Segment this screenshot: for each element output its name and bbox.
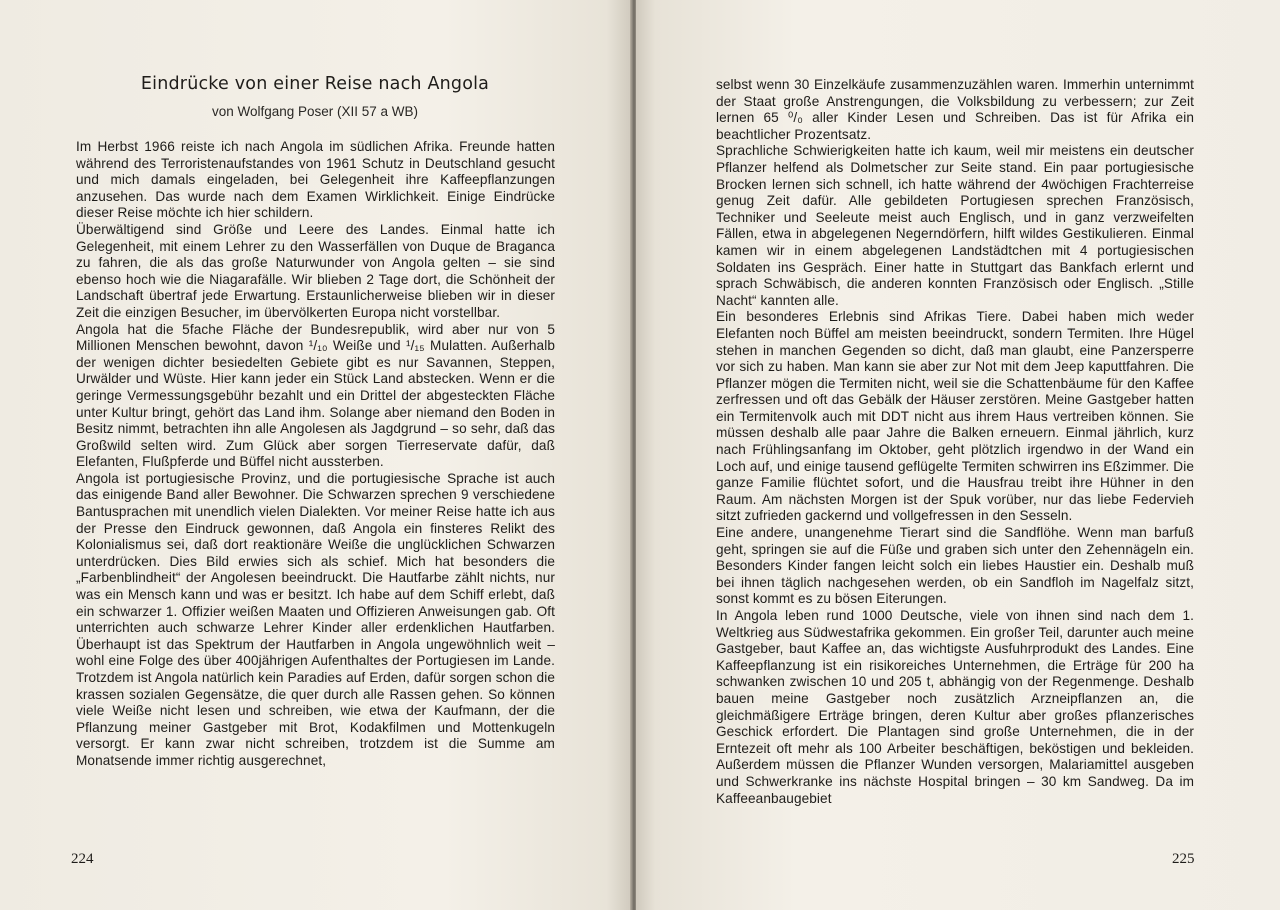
left-text-column bbox=[76, 139, 555, 770]
paragraph: Im Herbst 1966 reiste ich nach Angola im südlichen Afrika. Freunde hatten während des Terroristenaufstandes von 1961 Schutz in Deutschland gesucht und mich damals eingeladen, bei Gelegenheit ihre Kaffeepflanzungen anzusehen. Das wurde nach dem Examen Wirklichkeit. Einige Eindrücke dieser Reise möchte ich hier schildern. bbox=[76, 139, 555, 221]
paragraph: selbst wenn 30 Einzelkäufe zusammenzuzählen waren. Immerhin unternimmt der Staat große Anstrengungen, die Volksbildung zu verbessern; zur Zeit lernen 65 ⁰/₀ aller Kinder Lesen und Schreiben. Das ist für Afrika ein beachtlicher Prozentsatz. bbox=[716, 77, 1194, 142]
paragraph: Angola hat die 5fache Fläche der Bundesrepublik, wird aber nur von 5 Millionen Menschen bewohnt, davon ¹/₁₀ Weiße und ¹/₁₅ Mulatten. Außerhalb der wenigen dichter besiedelten Gebiete gibt es nur Savannen, Steppen, Urwälder und Wüste. Hier kann jeder ein Stück Land abstecken. Wenn er die geringe Vermessungsgebühr bezahlt und ein Drittel der abgesteckten Fläche unter Kultur bringt, gehört das Land ihm. Solange aber niemand den Boden in Besitz nimmt, betrachten ihn alle Angolesen als Jagdgrund – so sehr, daß das Großwild selten wird. Zum Glück aber sorgen Tierreservate dafür, daß Elefanten, Flußpferde und Büffel nicht aussterben. bbox=[76, 321, 555, 470]
article-byline: von Wolfgang Poser (XII 57 a WB) bbox=[211, 104, 419, 119]
right-text-column bbox=[716, 77, 1194, 807]
paragraph: In Angola leben rund 1000 Deutsche, viele von ihnen sind nach dem 1. Weltkrieg aus Südwestafrika gekommen. Ein großer Teil, darunter auch meine Gastgeber, baut Kaffee an, das wichtigste Ausfuhrprodukt des Landes. Eine Kaffeepflanzung ist ein risikoreiches Unternehmen, die Erträge für 200 ha schwanken zwischen 10 und 205 t, abhängig von der Regenmenge. Deshalb bauen meine Gastgeber noch zusätzlich Arzneipflanzen an, die gleichmäßigere Erträge bringen, deren Kultur aber großes pflanzerisches Geschick erfordert. Die Plantagen sind große Unternehmen, die in der Erntezeit oft mehr als 100 Arbeiter beschäftigen, beköstigen und bekleiden. Außerdem müssen die Pflanzer Wunden versorgen, Malariamittel ausgeben und Schwerkranke ins nächste Hospital bringen – 30 km Sandweg. Da im Kaffeeanbaugebiet bbox=[716, 608, 1194, 806]
left-page bbox=[0, 0, 632, 910]
article-title: Eindrücke von einer Reise nach Angola bbox=[140, 74, 490, 94]
paragraph: Eine andere, unangenehme Tierart sind die Sandflöhe. Wenn man barfuß geht, springen sie auf die Füße und graben sich unter den Zehennägeln ein. Besonders Kinder fangen leicht solch ein liebes Haustier ein. Deshalb muß bei ihnen täglich nachgesehen werden, ob ein Sandfloh im Nagelfalz sitzt, sonst kommt es zu bösen Eiterungen. bbox=[716, 525, 1194, 607]
paragraph: Ein besonderes Erlebnis sind Afrikas Tiere. Dabei haben mich weder Elefanten noch Büffel am meisten beeindruckt, sondern Termiten. Ihre Hügel stehen in manchen Gegenden so dicht, daß man glaubt, eine Panzersperre vor sich zu haben. Man kann sie aber zur Not mit dem Jeep kaputtfahren. Die Pflanzer mögen die Termiten nicht, weil sie die Schattenbäume für den Kaffee zerfressen und oft das Gebälk der Häuser zerstören. Meine Gastgeber hatten ein Termitenvolk auch mit DDT nicht aus ihrem Haus vertreiben können. Sie müssen deshalb alle paar Jahre die Balken erneuern. Einmal jährlich, kurz nach Frühlingsanfang im Oktober, geht plötzlich irgendwo in der Wand ein Loch auf, und einige tausend geflügelte Termiten schwirren ins Eßzimmer. Die ganze Familie flüchtet sofort, und die Hausfrau treibt ihre Hühner in den Raum. Am nächsten Morgen ist der Spuk vorüber, nur das liebe Federvieh sitzt zufrieden gackernd und vollgefressen in den Sesseln. bbox=[716, 309, 1194, 524]
paragraph: Überwältigend sind Größe und Leere des Landes. Einmal hatte ich Gelegenheit, mit einem Lehrer zu den Wasserfällen von Duque de Braganca zu fahren, die als das große Naturwunder von Angola gelten – sie sind ebenso hoch wie die Niagarafälle. Wir blieben 2 Tage dort, die Schönheit der Landschaft übertraf jede Erwartung. Erstaunlicherweise blieben wir in dieser Zeit die einzigen Besucher, im übervölkerten Europa nicht vorstellbar. bbox=[76, 221, 555, 320]
page-number-right: 225 bbox=[1172, 851, 1195, 867]
page-number-left: 224 bbox=[71, 851, 94, 867]
paragraph: Sprachliche Schwierigkeiten hatte ich kaum, weil mir meistens ein deutscher Pflanzer helfend als Dolmetscher zur Seite stand. Ein paar portugiesische Brocken lernen sich schnell, ich hatte während der 4wöchigen Frachterreise genug Zeit dafür. Alle gebildeten Portugiesen sprechen Französisch, Techniker und Seeleute meist auch Englisch, und in ganz verzweifelten Fällen, etwa in abgelegenen Negerndörfern, hilft wildes Gestikulieren. Einmal kamen wir in einem abgelegenen Landstädtchen mit 4 portugiesischen Soldaten ins Gespräch. Einer hatte in Stuttgart das Bankfach erlernt und sprach Schwäbisch, die anderen konnten Französisch oder Englisch. „Stille Nacht“ kannten alle. bbox=[716, 143, 1194, 308]
paragraph: Angola ist portugiesische Provinz, und die portugiesische Sprache ist auch das einigende Band aller Bewohner. Die Schwarzen sprechen 9 verschiedene Bantusprachen mit unendlich vielen Dialekten. Vor meiner Reise hatte ich aus der Presse den Eindruck gewonnen, daß Angola ein finsteres Relikt des Kolonialismus sei, daß dort reaktionäre Weiße die unglücklichen Schwarzen unterdrücken. Dies Bild erwies sich als schief. Mich hat besonders die „Farbenblindheit“ der Angolesen beeindruckt. Die Hautfarbe zählt nichts, nur was ein Mensch kann und was er besitzt. Ich habe auf dem Schiff erlebt, daß ein schwarzer 1. Offizier weißen Maaten und Offizieren Anweisungen gab. Oft unterrichten auch schwarze Lehrer Kinder aller erdenklichen Hautfarben. Überhaupt ist das Spektrum der Hautfarben in Angola ungewöhnlich weit – wohl eine Folge des über 400jährigen Aufenthaltes der Portugiesen im Lande. Trotzdem ist Angola natürlich kein Paradies auf Erden, dafür sorgen schon die krassen sozialen Gegensätze, die quer durch alle Rassen gehen. So können viele Weiße nicht lesen und schreiben, wie etwa der Kaufmann, der die Pflanzung meiner Gastgeber mit Brot, Kodakfilmen und Mottenkugeln versorgt. Er kann zwar nicht schreiben, trotzdem ist die Summe am Monatsende immer richtig ausgerechnet, bbox=[76, 470, 555, 768]
